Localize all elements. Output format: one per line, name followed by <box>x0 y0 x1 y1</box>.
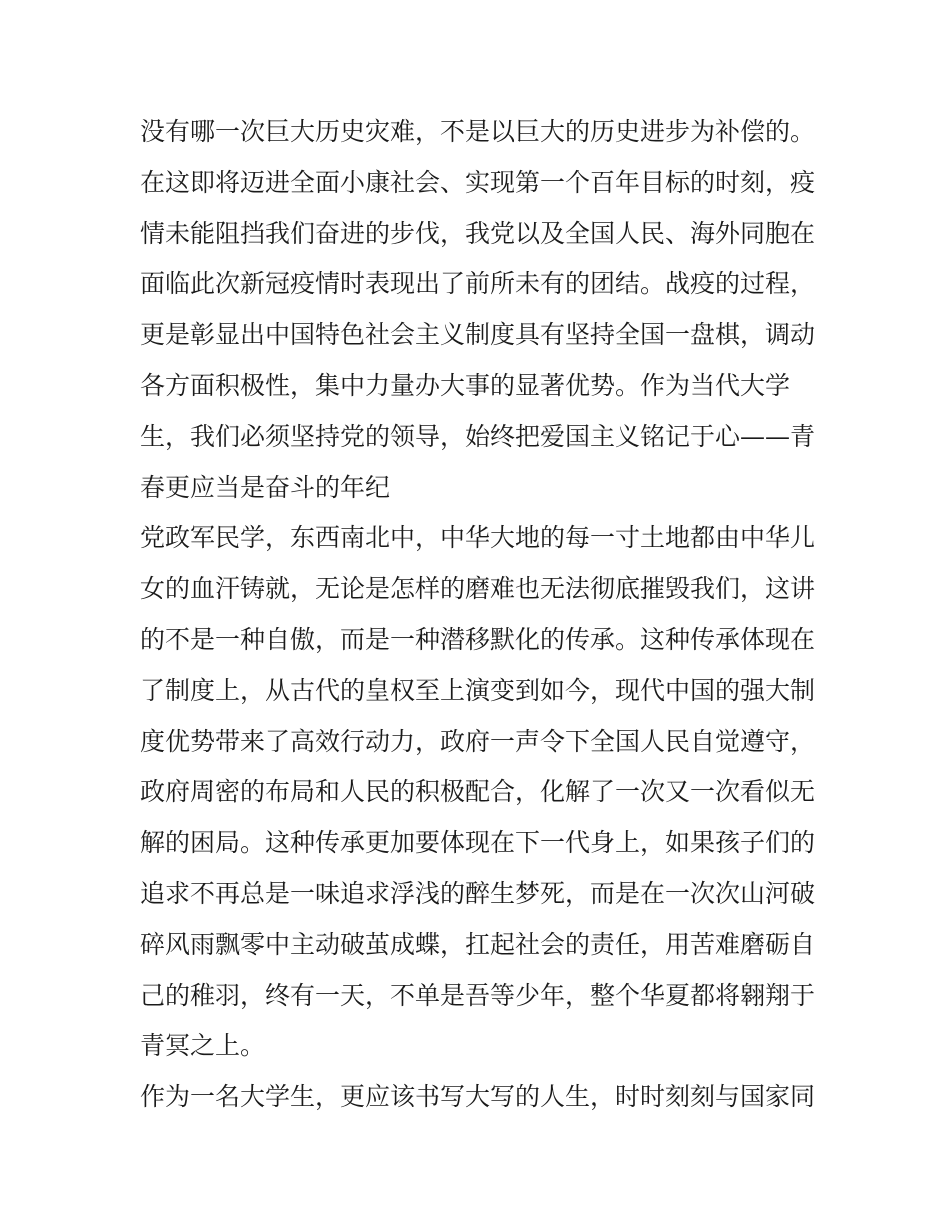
paragraph <box>140 107 820 513</box>
text-line: 追求不再总是一味追求浮浅的醉生梦死，而是在一次次山河破 <box>140 878 816 908</box>
text-line: 作为一名大学生，更应该书写大写的人生，时时刻刻与国家同 <box>140 1082 816 1112</box>
text-line: 更是彰显出中国特色社会主义制度具有坚持全国一盘棋，调动 <box>140 320 816 350</box>
text-line: 各方面积极性，集中力量办大事的显著优势。作为当代大学 <box>140 370 791 400</box>
paragraph <box>140 1072 820 1123</box>
text-line: 的不是一种自傲，而是一种潜移默化的传承。这种传承体现在 <box>140 624 816 654</box>
text-line: 党政军民学，东西南北中，中华大地的每一寸土地都由中华儿 <box>140 523 816 553</box>
text-line: 碎风雨飘零中主动破茧成蝶，扛起社会的责任，用苦难磨砺自 <box>140 929 816 959</box>
text-line: 生，我们必须坚持党的领导，始终把爱国主义铭记于心——青 <box>140 421 816 451</box>
text-line: 情未能阻挡我们奋进的步伐，我党以及全国人民、海外同胞在 <box>140 218 816 248</box>
text-line: 了制度上，从古代的皇权至上演变到如今，现代中国的强大制 <box>140 675 816 705</box>
text-line: 女的血汗铸就，无论是怎样的磨难也无法彻底摧毁我们，这讲 <box>140 574 816 604</box>
text-line: 春更应当是奋斗的年纪 <box>140 472 391 502</box>
document-body <box>140 107 820 1123</box>
text-line: 解的困局。这种传承更加要体现在下一代身上，如果孩子们的 <box>140 828 816 858</box>
text-line: 在这即将迈进全面小康社会、实现第一个百年目标的时刻，疫 <box>140 167 816 197</box>
text-line: 没有哪一次巨大历史灾难，不是以巨大的历史进步为补偿的。 <box>140 117 816 146</box>
text-line: 青冥之上。 <box>140 1031 266 1061</box>
text-line: 度优势带来了高效行动力，政府一声令下全国人民自觉遵守， <box>140 726 816 756</box>
text-line: 政府周密的布局和人民的积极配合，化解了一次又一次看似无 <box>140 777 816 807</box>
text-line: 面临此次新冠疫情时表现出了前所未有的团结。战疫的过程， <box>140 269 816 299</box>
text-line: 己的稚羽，终有一天，不单是吾等少年，整个华夏都将翱翔于 <box>140 980 816 1010</box>
paragraph <box>140 513 820 1072</box>
